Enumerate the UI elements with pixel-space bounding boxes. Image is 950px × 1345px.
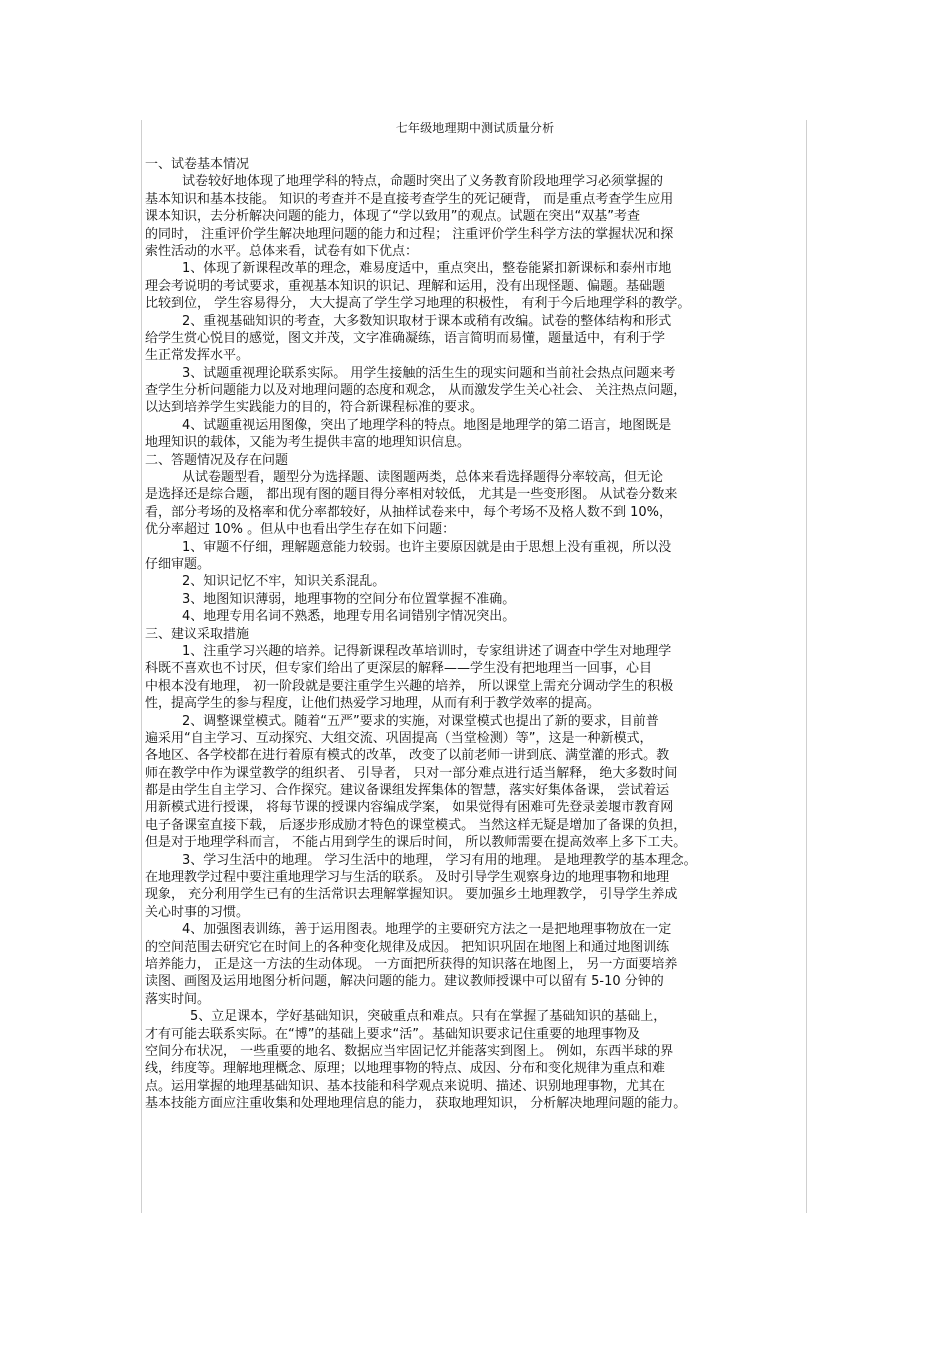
- text-line: 仔细审题。: [145, 556, 211, 572]
- right-margin-rule: [806, 120, 807, 1213]
- text-line: 在地理教学过程中要注重地理学习与生活的联系。 及时引导学生观察身边的地理事物和地理: [145, 870, 670, 886]
- text-line: 优分率超过 10% 。但从中也看出学生存在如下问题：: [145, 522, 456, 538]
- text-line: 电子备课室直接下载， 后逐步形成励才特色的课堂模式。 当然这样无疑是增加了备课的负担，: [145, 817, 687, 833]
- text-line: 都是由学生自主学习、合作探究。建议备课组发挥集体的智慧，落实好集体备课， 尝试着运: [145, 783, 670, 799]
- text-line: 现象， 充分利用学生已有的生活常识去理解掌握知识。 要加强乡土地理教学， 引导学生养成: [145, 887, 678, 903]
- text-line: 培养能力， 正是这一方法的生动体现。 一方面把所获得的知识落在地图上， 另一方面要培养: [145, 956, 678, 972]
- document-body: [145, 120, 805, 1112]
- text-line: 落实时间。: [145, 991, 211, 1007]
- text-line: 基本知识和基本技能。 知识的考查并不是直接考查学生的死记硬背， 而是重点考查学生应用: [145, 191, 674, 207]
- text-line: 性，提高学生的参与程度，让他们热爱学习地理，从而有利于教学效率的提高。: [145, 696, 601, 712]
- text-line: 4、地理专用名词不熟悉，地理专用名词错别字情况突出。: [182, 609, 516, 625]
- text-line: 以达到培养学生实践能力的目的，符合新课程标准的要求。: [145, 400, 484, 416]
- text-line: 一、试卷基本情况: [145, 157, 250, 172]
- text-line: 1、体现了新课程改革的理念，难易度适中，重点突出，整卷能紧扣新课标和泰州市地: [182, 261, 672, 277]
- page-title: 七年级地理期中测试质量分析: [395, 121, 555, 135]
- text-line: 空间分布状况， 一些重要的地名、数据应当牢固记忆并能落实到图上。 例如，东西半球的界: [145, 1043, 674, 1059]
- text-line: 科既不喜欢也不讨厌，但专家们给出了更深层的解释——学生没有把地理当一回事，心目: [145, 661, 653, 677]
- text-line: 2、知识记忆不牢，知识关系混乱。: [182, 574, 386, 590]
- text-line: 生正常发挥水平。: [145, 348, 250, 364]
- text-line: 4、加强图表训练，善于运用图表。地理学的主要研究方法之一是把地理事物放在一定: [182, 922, 672, 938]
- text-line: 基本技能方面应注重收集和处理地理信息的能力， 获取地理知识， 分析解决地理问题的能力。: [145, 1096, 687, 1112]
- text-line: 比较到位， 学生容易得分， 大大提高了学生学习地理的积极性， 有利于今后地理学科的教学。: [145, 296, 691, 312]
- left-margin-rule: [141, 120, 142, 1213]
- text-line: 看，部分考场的及格率和优分率都较好，从抽样试卷来中，每个考场不及格人数不到 10%，: [145, 504, 673, 520]
- text-line: 是选择还是综合题， 都出现有图的题目得分率相对较低， 尤其是一些变形图。 从试卷分数来: [145, 487, 678, 503]
- text-line: 的同时， 注重评价学生解决地理问题的能力和过程； 注重评价学生科学方法的掌握状况和探: [145, 226, 674, 242]
- text-line: 遍采用“自主学习、互动探究、大组交流、巩固提高（当堂检测）等”，这是一种新模式，: [145, 730, 653, 746]
- text-line: 地理知识的载体，又能为考生提供丰富的地理知识信息。: [145, 435, 471, 451]
- text-line: 从试卷题型看，题型分为选择题、读图题两类，总体来看选择题得分率较高，但无论: [182, 470, 664, 486]
- text-line: 课本知识，去分析解决问题的能力，体现了“学以致用”的观点。试题在突出“双基”考查: [145, 209, 640, 225]
- text-line: 各地区、各学校都在进行着原有模式的改革， 改变了以前老师一讲到底、满堂灌的形式。教: [145, 748, 670, 764]
- text-line: 3、试题重视理论联系实际。 用学生接触的活生生的现实问题和当前社会热点问题来考: [182, 365, 676, 381]
- text-line: 理会考说明的考试要求，重视基本知识的识记、理解和运用，没有出现怪题、偏题。基础题: [145, 278, 666, 294]
- text-line: 但是对于地理学科而言， 不能占用到学生的课后时间， 所以教师需要在提高效率上多下工夫。: [145, 835, 687, 851]
- text-line: 5、立足课本，学好基础知识，突破重点和难点。只有在掌握了基础知识的基础上，: [190, 1009, 667, 1025]
- text-line: 2、调整课堂模式。随着“五严”要求的实施，对课堂模式也提出了新的要求，目前普: [182, 713, 659, 729]
- text-line: 给学生赏心悦目的感觉，图文并茂，文字准确凝练，语言简明而易懂，题量适中，有利于学: [145, 330, 666, 346]
- text-line: 1、注重学习兴趣的培养。记得新课程改革培训时，专家组讲述了调查中学生对地理学: [182, 643, 672, 659]
- text-line: 用新模式进行授课， 将每节课的授课内容编成学案， 如果觉得有困难可先登录姜堰市教育网: [145, 800, 674, 816]
- text-line: 3、地图知识薄弱，地理事物的空间分布位置掌握不准确。: [182, 591, 516, 607]
- text-line: 的空间范围去研究它在时间上的各种变化规律及成因。 把知识巩固在地图上和通过地图训练: [145, 939, 670, 955]
- text-line: 索性活动的水平。总体来看，试卷有如下优点：: [145, 243, 419, 259]
- text-line: 师在教学中作为课堂教学的组织者、 引导者， 只对一部分难点进行适当解释， 绝大多数时间: [145, 765, 678, 781]
- text-line: 2、重视基础知识的考查，大多数知识取材于课本或稍有改编。试卷的整体结构和形式: [182, 313, 672, 329]
- text-line: 4、试题重视运用图像，突出了地理学科的特点。地图是地理学的第二语言，地图既是: [182, 417, 672, 433]
- text-line: 3、学习生活中的地理。 学习生活中的地理， 学习有用的地理。 是地理教学的基本理念。: [182, 852, 697, 868]
- text-line: 关心时事的习惯。: [145, 904, 250, 920]
- text-line: 读图、画图及运用地图分析问题，解决问题的能力。建议教师授课中可以留有 5-10 分钟的: [145, 974, 664, 990]
- text-line: 试卷较好地体现了地理学科的特点，命题时突出了义务教育阶段地理学习必须掌握的: [182, 174, 664, 190]
- text-line: 点。运用掌握的地理基础知识、基本技能和科学观点来说明、描述、识别地理事物，尤其在: [145, 1078, 666, 1094]
- text-line: 查学生分析问题能力以及对地理问题的态度和观念， 从而激发学生关心社会、 关注热点问题，: [145, 383, 687, 399]
- text-line: 中根本没有地理， 初一阶段就是要注重学生兴趣的培养， 所以课堂上需充分调动学生的积极: [145, 678, 674, 694]
- text-line: 才有可能去联系实际。在“博”的基础上要求“活”。基础知识要求记住重要的地理事物及: [145, 1026, 640, 1042]
- text-line: 1、审题不仔细，理解题意能力较弱。也许主要原因就是由于思想上没有重视，所以没: [182, 539, 672, 555]
- text-line: 线，纬度等。理解地理概念、原理；以地理事物的特点、成因、分布和变化规律为重点和难: [145, 1061, 666, 1077]
- text-line: 二、答题情况及存在问题: [145, 452, 289, 468]
- text-line: 三、建议采取措施: [145, 626, 250, 642]
- paragraph-lines: [145, 156, 805, 1112]
